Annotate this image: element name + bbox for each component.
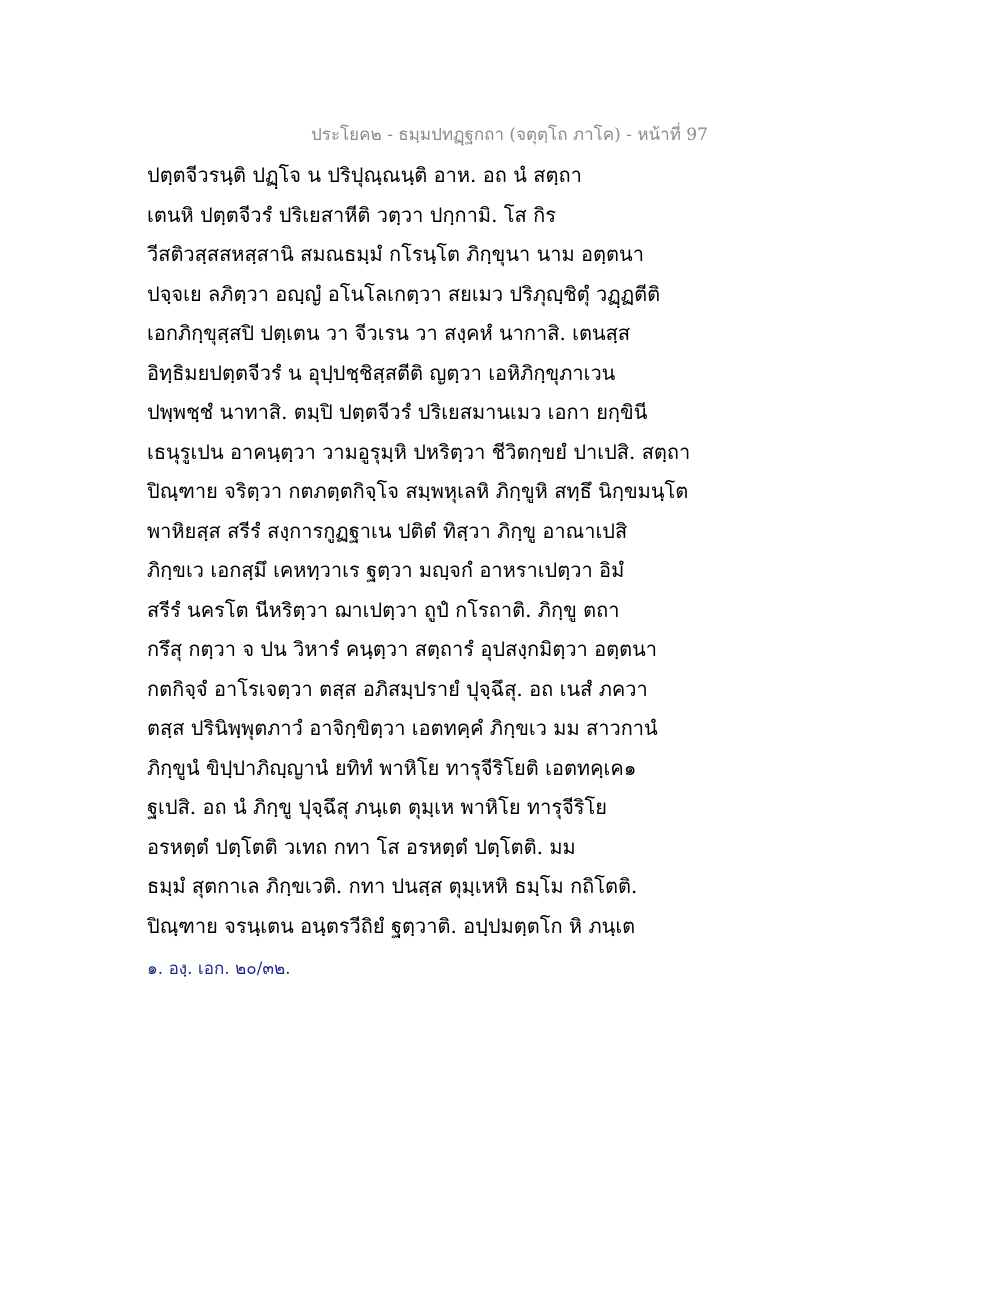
text-line: ตสฺส ปรินิพฺพุตภาวํ อาจิกฺขิตฺวา เอตทคฺคํ ภิกฺขเว มม สาวกานํ (147, 716, 658, 740)
footnote: ๑. องฺ. เอก. ๒๐/๓๒. (147, 959, 291, 979)
text-line: สรีรํ นครโต นีหริตฺวา ฌาเปตฺวา ถูปํ กโรถาติ. ภิกฺขู ตถา (147, 597, 620, 622)
text-line: อรหตฺตํ ปตฺโตติ วเทถ กทา โส อรหตฺตํ ปตฺโตติ. มม (147, 834, 576, 859)
text-line: ฐเปสิ. อถ นํ ภิกฺขู ปุจฺฉึสุ ภนฺเต ตุมฺเห พาหิโย ทารุจีริโย (147, 795, 607, 819)
text-line: ปิณฺฑาย จริตฺวา กตภตฺตกิจฺโจ สมฺพหุเลหิ ภิกฺขูหิ สทฺธึ นิกฺขมนฺโต (147, 479, 689, 503)
text-line: วีสติวสฺสสหสฺสานิ สมณธมฺมํ กโรนฺโต ภิกฺขุนา นาม อตฺตนา (147, 242, 644, 266)
text-line: ภิกฺขเว เอกสฺมึ เคหทฺวาเร ฐตฺวา มญฺจกํ อาหราเปตฺวา อิมํ (147, 558, 625, 582)
text-line: ธมฺมํ สุตกาเล ภิกฺขเวติ. กทา ปนสฺส ตุมฺเหหิ ธมฺโม กถิโตติ. (147, 874, 638, 898)
text-line: พาหิยสฺส สรีรํ สงฺการกูฏฐาเน ปติตํ ทิสฺวา ภิกฺขู อาณาเปสิ (147, 518, 628, 543)
text-line: กรึสุ กตฺวา จ ปน วิหารํ คนฺตฺวา สตฺถารํ อุปสงฺกมิตฺวา อตฺตนา (147, 637, 658, 661)
text-line: ปตฺตจีวรนฺติ ปฏฺโจ น ปริปุณฺณนฺติ อาห. อถ นํ สตฺถา (147, 163, 582, 187)
text-line: เธนุรูเปน อาคนฺตฺวา วามอูรุมฺหิ ปหริตฺวา ชีวิตกฺขยํ ปาเปสิ. สตฺถา (147, 439, 691, 464)
running-header: ประโยค๒ - ธมฺมปทฏฺฐกถา (จตุตฺโถ ภาโค) - หน้าที่ 97 (311, 125, 708, 145)
text-line: ปพฺพชฺชํ นาทาสิ. ตมฺปิ ปตฺตจีวรํ ปริเยสมานเมว เอกา ยกฺขินี (147, 400, 648, 424)
body-text (147, 156, 707, 946)
text-line: ปจฺจเย ลภิตฺวา อญฺญํ อโนโลเกตฺวา สยเมว ปริภุญฺชิตุํ วฏฺฏตีติ (147, 281, 661, 306)
text-line: เอกภิกฺขุสฺสปิ ปตฺเตน วา จีวเรน วา สงฺคหํ นากาสิ. เตนสฺส (147, 321, 631, 345)
text-line: อิทฺธิมยปตฺตจีวรํ น อุปฺปชฺชิสฺสตีติ ญตฺวา เอหิภิกฺขุภาเวน (147, 360, 616, 385)
text-line: ปิณฺฑาย จรนฺเตน อนฺตรวีถิยํ ฐตฺวาติ. อปฺปมตฺตโก หิ ภนฺเต (147, 913, 636, 938)
text-line: ภิกฺขูนํ ขิปฺปาภิญฺญานํ ยทิทํ พาหิโย ทารุจีริโยติ เอตทคฺเค๑ (147, 755, 637, 780)
text-line: กตกิจฺจํ อาโรเจตฺวา ตสฺส อภิสมฺปรายํ ปุจฺฉึสุ. อถ เนสํ ภควา (147, 676, 648, 701)
text-line: เตนหิ ปตฺตจีวรํ ปริเยสาหีติ วตฺวา ปกฺกามิ. โส กิร (147, 202, 556, 227)
